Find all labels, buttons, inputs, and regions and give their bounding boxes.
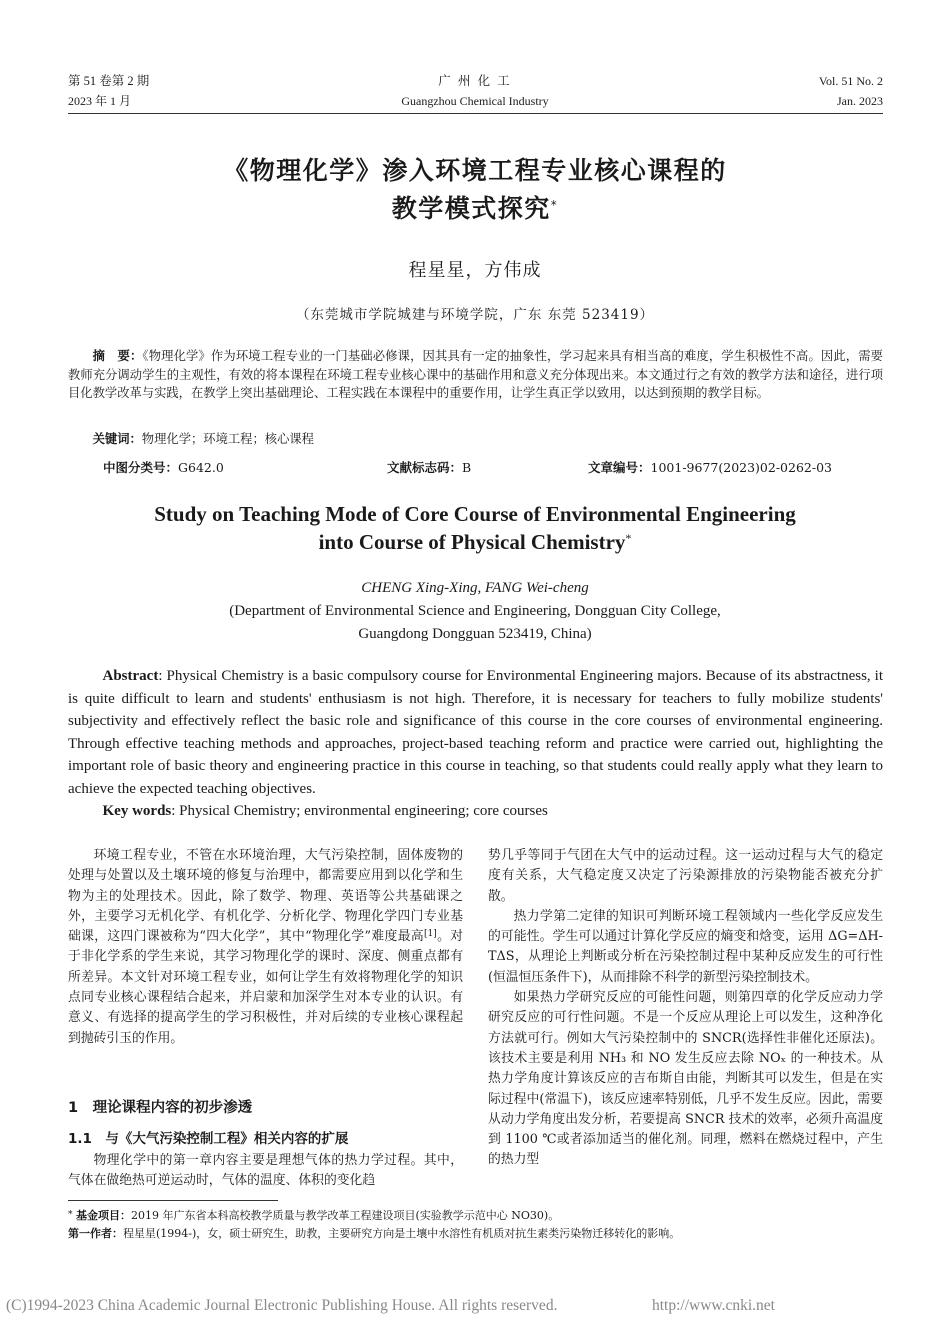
journal-name-en: Guangzhou Chemical Industry (401, 94, 549, 108)
section-1-1-heading: 1.1 与《大气污染控制工程》相关内容的扩展 (68, 1131, 349, 1147)
abstract-en-text: : Physical Chemistry is a basic compulsory course for Environmental Engineering majors. Because of its abstractness, it is quite difficult to learn and students' enthusiasm is not high. Therefore, it is necessary for teachers to fully mobilize students' subjectivity and effectively reflect the basic role and significance of this course in the core courses of environmental engineering. Through effective teaching methods and approaches, project-based teaching reform and practice were carried out, highlighting the important role of basic theory and engineering practice in this course in teaching, so that students could really apply what they learn to achieve the expected teaching objectives. (68, 668, 883, 797)
footnote-author-text: 程星星(1994-)，女，硕士研究生，助教，主要研究方向是土壤中水溶性有机质对抗生素类污染物迁移转化的影响。 (123, 1227, 681, 1240)
header-date: 2023 年 1 月 (68, 94, 132, 108)
clc-value: G642.0 (178, 460, 224, 475)
affiliation-en-line2: Guangdong Dongguan 523419, China) (358, 626, 592, 642)
clc-number (103, 458, 224, 476)
body-right-p3: 如果热力学研究反应的可能性问题，则第四章的化学反应动力学研究反应的可行性问题。不是一个反应从理论上可以发生，这种净化方法就可行。例如大气污染控制中的 SNCR(选择性非催化还原法)。该技术主要是利用 NH₃ 和 NO 发生反应去除 NOₓ 的一种技术。从热力学角度计算该反应的吉布斯自由能，判断其可以发生，但是在实际过程中(常温下)，该反应速率特别低，几乎不发生反应。因此，需要从动力学角度出发分析，若要提高 SNCR 技术的效率，必须升高温度到 1100 ℃或者添加适当的催化剂。同理，燃料在燃烧过程中，产生的热力型 (488, 990, 883, 1168)
body-left-column (68, 846, 463, 1049)
title-cn-fund-mark: * (550, 198, 559, 212)
title-cn-line2 (0, 191, 950, 227)
body-left-p2: 物理化学中的第一章内容主要是理想气体的热力学过程。其中，气体在做绝热可逆运动时，气体的温度、体积的变化趋 (68, 1153, 463, 1189)
footnote-author-label: 第一作者： (68, 1227, 123, 1240)
clc-label: 中图分类号： (103, 460, 179, 475)
keywords-cn-text: 物理化学；环境工程；核心课程 (141, 432, 314, 446)
header-vol-no: Vol. 51 No. 2 (818, 74, 883, 88)
footnote-fund (68, 1207, 883, 1224)
title-cn-line2-text: 教学模式探究 (391, 194, 551, 223)
article-number (588, 458, 832, 476)
copyright-notice: (C)1994-2023 China Academic Journal Electronic Publishing House. All rights reserved. (6, 1297, 558, 1314)
body-right-p2: 热力学第二定律的知识可判断环境工程领域内一些化学反应发生的可能性。学生可以通过计算化学反应的熵变和焓变，运用 ΔG=ΔH-TΔS，从理论上判断或分析在污染控制过程中某种反应发生的可行性(恒温恒压条件下)，从而排除不科学的新型污染控制技术。 (488, 908, 883, 985)
title-en-line2-text: into Course of Physical Chemistry (318, 530, 626, 554)
article-label: 文章编号： (588, 460, 651, 475)
body-right-column (488, 846, 883, 1171)
body-left-p1-tail: 。对于非化学系的学生来说，其学习物理化学的课时、深度、侧重点都有所差异。本文针对环境工程专业，如何让学生有效将物理化学的知识点同专业核心课程结合起来，并启蒙和加深学生对本专业的认识。有意义、有选择的提高学生的学习积极性，并对后续的专业核心课程起到抛砖引玉的作用。 (68, 929, 464, 1046)
doc-value: B (462, 460, 472, 475)
title-en-line2 (0, 528, 950, 556)
section-1-heading: 1 理论课程内容的初步渗透 (68, 1100, 253, 1116)
abstract-cn (68, 347, 883, 403)
cnki-link[interactable]: http://www.cnki.net (652, 1297, 775, 1314)
authors-cn: 程星星，方伟成 (408, 260, 542, 281)
footnote-fund-mark: * (68, 1210, 73, 1220)
keywords-en (68, 800, 883, 823)
keywords-cn (68, 430, 883, 449)
abstract-en-label: Abstract (102, 668, 159, 684)
journal-name-cn: 广 州 化 工 (438, 74, 512, 88)
keywords-cn-label: 关键词： (92, 432, 142, 446)
footnote-fund-text: 2019 年广东省本科高校教学质量与教学改革工程建设项目(实验教学示范中心 NO30)。 (131, 1209, 560, 1222)
body-left-lower (68, 1151, 463, 1192)
abstract-en (68, 665, 883, 801)
affiliation-en-line1: (Department of Environmental Science and Engineering, Dongguan City College, (229, 603, 721, 619)
header-rule (68, 113, 883, 114)
title-en-fund-mark: * (625, 531, 632, 545)
keywords-en-text: : Physical Chemistry; environmental engineering; core courses (171, 803, 548, 819)
title-en-line1: Study on Teaching Mode of Core Course of Environmental Engineering (154, 502, 796, 526)
footnote-rule (68, 1200, 278, 1201)
keywords-en-label: Key words (102, 803, 172, 819)
body-left-p1-text: 环境工程专业，不管在水环境治理，大气污染控制，固体废物的处理与处置以及土壤环境的修复与治理中，都需要应用到以化学和生物为主的处理技术。因此，除了数学、物理、英语等公共基础课之外，主要学习无机化学、有机化学、分析化学、物理化学四门专业基础课，这四门课被称为“四大化学”，其中“物理化学”难度最高 (68, 848, 463, 945)
abstract-cn-text: 《物理化学》作为环境工程专业的一门基础必修课，因其具有一定的抽象性，学习起来具有相当高的难度，学生积极性不高。因此，需要教师充分调动学生的主观性，有效的将本课程在环境工程专业核心课中的基础作用和意义充分体现出来。本文通过行之有效的教学方法和途径，进行项目化教学改革与实践，在教学上突出基础理论、工程实践在本课程中的重要作用，让学生真正学以致用，以达到预期的教学目标。 (68, 349, 883, 401)
authors-en: CHENG Xing-Xing, FANG Wei-cheng (361, 580, 589, 596)
doc-label: 文献标志码： (387, 460, 463, 475)
title-cn-line1: 《物理化学》渗入环境工程专业核心课程的 (223, 156, 727, 185)
header-month: Jan. 2023 (837, 94, 883, 108)
footnote-fund-label: 基金项目： (76, 1209, 131, 1222)
body-left-p1 (68, 846, 463, 1049)
document-code (387, 458, 471, 476)
affiliation-cn: （东莞城市学院城建与环境学院，广东 东莞 523419） (295, 307, 655, 323)
footnote-author (68, 1225, 883, 1242)
abstract-cn-label: 摘 要： (92, 349, 143, 363)
article-value: 1001-9677(2023)02-0262-03 (650, 460, 832, 475)
citation-ref-1: [1] (423, 929, 437, 940)
header-volume: 第 51 卷第 2 期 (68, 74, 150, 88)
body-right-p1: 势几乎等同于气团在大气中的运动过程。这一运动过程与大气的稳定度有关系，大气稳定度又决定了污染源排放的污染物能否被充分扩散。 (488, 848, 883, 904)
